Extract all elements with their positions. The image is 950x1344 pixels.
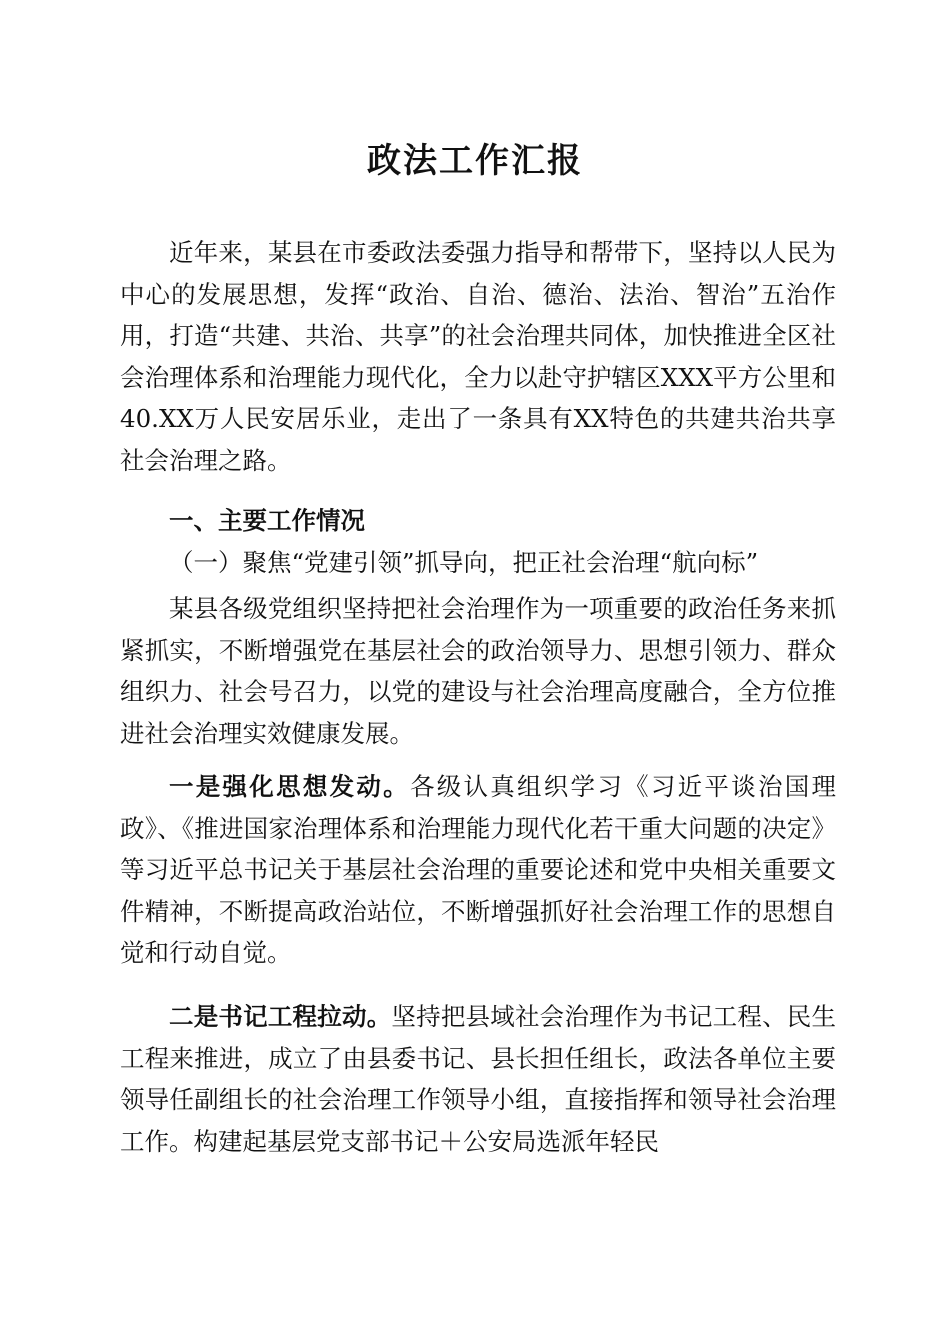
subsection-heading-1: （一）聚焦“党建引领”抓导向，把正社会治理“航向标”: [169, 548, 759, 577]
item-2-body: 坚持把县域社会治理作为书记工程、民生工程来推进，成立了由县委书记、县长担任组长，政法各单位主要领导任副组长的社会治理工作领导小组，直接指挥和领导社会治理工作。构建起基层党支部书记＋公安局选派年轻民: [120, 1002, 837, 1156]
intro-paragraph: 近年来，某县在市委政法委强力指导和帮带下，坚持以人民为中心的发展思想，发挥“政治、自治、德治、法治、智治”五治作用，打造“共建、共治、共享”的社会治理共同体，加快推进全区社会治理体系和治理能力现代化，全力以赴守护辖区XXX平方公里和40.XX万人民安居乐业，走出了一条具有XX特色的共建共治共享社会治理之路。: [120, 238, 836, 475]
item-2-paragraph: [120, 996, 836, 1162]
section-heading-1: 一、主要工作情况: [169, 506, 365, 535]
subsection-1-paragraph: 某县各级党组织坚持把社会治理作为一项重要的政治任务来抓紧抓实，不断增强党在基层社会的政治领导力、思想引领力、群众组织力、社会号召力，以党的建设与社会治理高度融合，全方位推进社会治理实效健康发展。: [120, 594, 836, 748]
item-1-lead: 一是强化思想发动。: [169, 772, 410, 801]
item-1-paragraph: [120, 766, 836, 974]
item-2-lead: 二是书记工程拉动。: [169, 1002, 392, 1031]
document-title: 政法工作汇报: [367, 141, 583, 181]
item-1-body: 各级认真组织学习《习近平谈治国理政》、《推进国家治理体系和治理能力现代化若干重大问题的决定》等习近平总书记关于基层社会治理的重要论述和党中央相关重要文件精神，不断提高政治站位，不断增强抓好社会治理工作的思想自觉和行动自觉。: [120, 772, 836, 967]
